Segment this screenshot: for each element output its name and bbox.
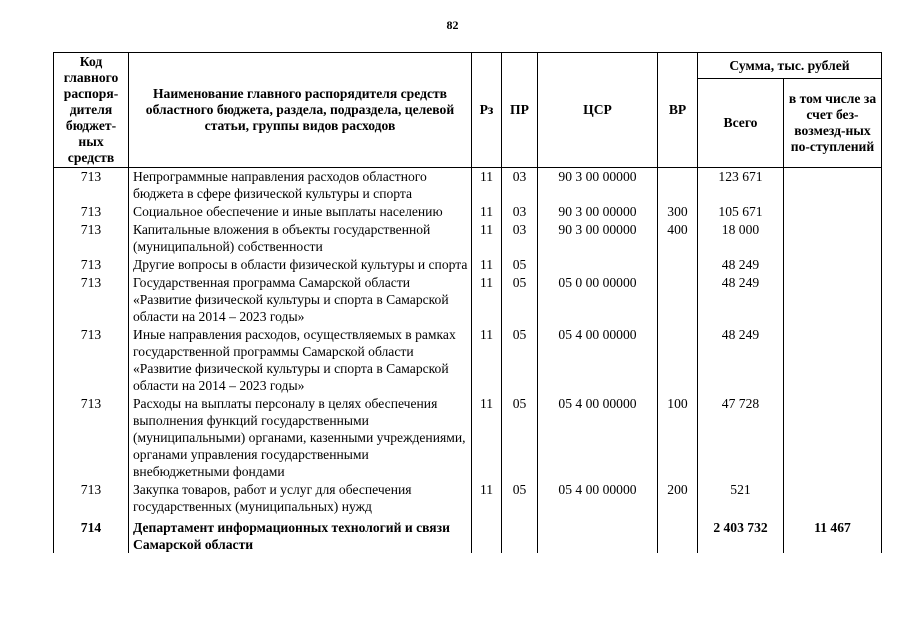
table-row: 713 Расходы на выплаты персоналу в целях обеспечения выполнения функций государственными (муниципальными) органами, казенными учреждениями, органами управления государственными внебюджетными фондами 11 05 05 4 00 00000 100 47 728	[54, 395, 882, 481]
table-row: 713 Закупка товаров, работ и услуг для обеспечения государственных (муниципальных) нужд 11 05 05 4 00 00000 200 521	[54, 481, 882, 516]
header-code: Код главного распоря-дителя бюджет-ных средств	[54, 53, 129, 168]
table-row: 713 Непрограммные направления расходов областного бюджета в сфере физической культуры и спорта 11 03 90 3 00 00000 123 671	[54, 168, 882, 204]
header-rz: Рз	[472, 53, 502, 168]
budget-table	[53, 52, 882, 553]
header-vr: ВР	[658, 53, 698, 168]
table-row: 713 Иные направления расходов, осуществляемых в рамках государственной программы Самарской области «Развитие физической культуры и спорта в Самарской области на 2014 – 2023 годы» 11 05 05 4 00 00000 48 249	[54, 326, 882, 395]
header-name: Наименование главного распорядителя средств областного бюджета, раздела, подраздела, целевой статьи, группы видов расходов	[129, 53, 472, 168]
table-row: 713 Социальное обеспечение и иные выплаты населению 11 03 90 3 00 00000 300 105 671	[54, 203, 882, 221]
header-incl: в том числе за счет без-возмезд-ных по-ступлений	[784, 79, 882, 168]
table-row: 713 Другие вопросы в области физической культуры и спорта 11 05 48 249	[54, 256, 882, 274]
header-total: Всего	[698, 79, 784, 168]
header-sum: Сумма, тыс. рублей	[698, 53, 882, 79]
table-row: 713 Государственная программа Самарской области «Развитие физической культуры и спорта в Самарской области на 2014 – 2023 годы» 11 05 05 0 00 00000 48 249	[54, 274, 882, 326]
table-row-department: 714 Департамент информационных технологий и связи Самарской области 2 403 732 11 467	[54, 516, 882, 553]
header-pr: ПР	[502, 53, 538, 168]
table-row: 713 Капитальные вложения в объекты государственной (муниципальной) собственности 11 03 90 3 00 00000 400 18 000	[54, 221, 882, 256]
page-number: 82	[446, 18, 459, 32]
header-csr: ЦСР	[538, 53, 658, 168]
